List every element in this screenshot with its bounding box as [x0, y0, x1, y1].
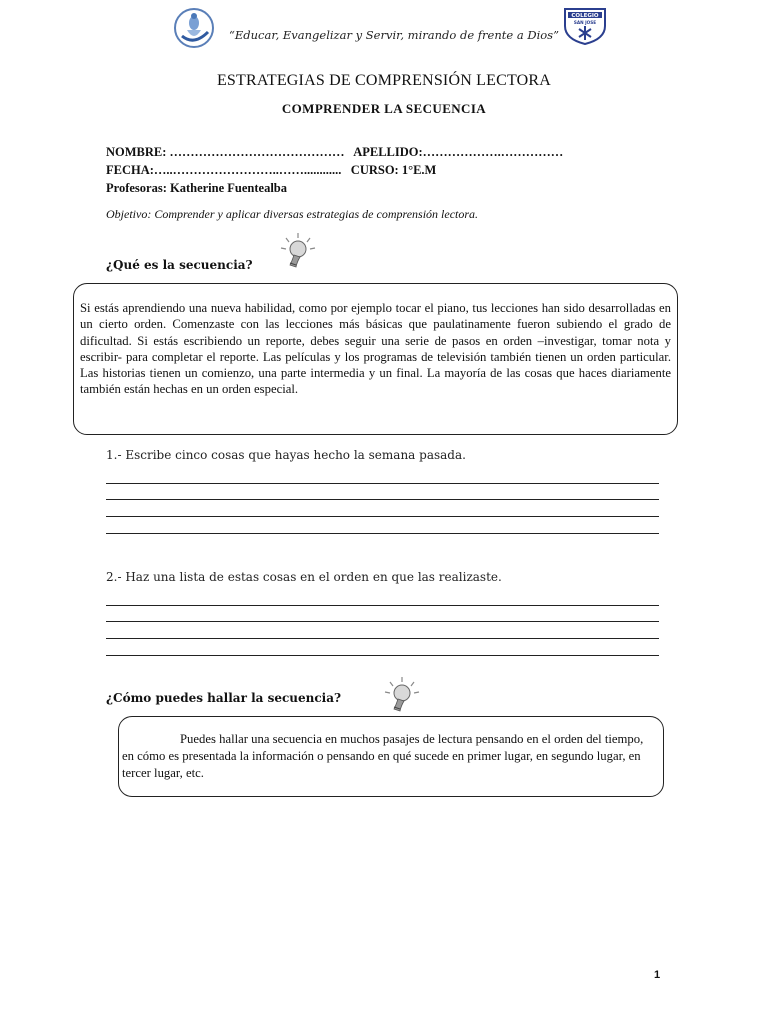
sequence-definition-text: Si estás aprendiendo una nueva habilidad, como por ejemplo tocar el piano, tus lecciones han sido desarrolladas en un cierto orden. Comenzaste con las lecciones más básicas que paulatinamente fueron subiendo el grado de dificultad. Si estás escribiendo un reporte, debes seguir una serie de pasos en orden –investigar, tomar nota y escribir- para completar el reporte. Las películas y los programas de televisión también tienen un orden particular. Las historias tienen un comienzo, una parte intermedia y un final. La mayoría de las cosas que haces diariamente también están hechas en un orden especial.	[80, 301, 671, 397]
find-sequence-text: Puedes hallar una secuencia en muchos pasajes de lectura pensando en el orden del tiempo, en cómo es presentada la información o pensando en qué sucede en primer lugar, en segundo lugar, en tercer lugar, etc.	[122, 732, 644, 780]
exercise-2-answer-line[interactable]	[106, 638, 659, 639]
find-sequence-box	[118, 716, 664, 797]
school-motto: “Educar, Evangelizar y Servir, mirando de frente a Dios”	[229, 28, 559, 42]
colegio-san-jose-shield-icon	[562, 6, 608, 46]
page-number: 1	[654, 969, 661, 981]
fecha-curso-field[interactable]: FECHA:…..……………………..……............ CURSO: 1°E.M	[106, 163, 437, 177]
lightbulb-icon	[278, 231, 318, 271]
exercise-2-answer-line[interactable]	[106, 621, 659, 622]
exercise-1-answer-line[interactable]	[106, 483, 659, 484]
document-title: ESTRATEGIAS DE COMPRENSIÓN LECTORA	[216, 72, 552, 89]
virgin-mary-emblem-icon	[172, 6, 216, 50]
exercise-1-answer-line[interactable]	[106, 533, 659, 534]
profesoras-line: Profesoras: Katherine Fuentealba	[106, 181, 287, 195]
sequence-definition-box	[73, 283, 678, 435]
exercise-1-answer-line[interactable]	[106, 499, 659, 500]
exercise-2-prompt: 2.- Haz una lista de estas cosas en el orden en que las realizaste.	[106, 570, 502, 584]
exercise-2-answer-line[interactable]	[106, 605, 659, 606]
svg-text:COLEGIO: COLEGIO	[571, 13, 599, 19]
nombre-apellido-field[interactable]: NOMBRE: …………………………………… APELLIDO:……………….……………	[106, 145, 564, 159]
objective-text: Objetivo: Comprender y aplicar diversas estrategias de comprensión lectora.	[106, 207, 479, 221]
exercise-2-answer-line[interactable]	[106, 655, 659, 656]
svg-text:SAN JOSE: SAN JOSE	[573, 20, 597, 25]
exercise-1-prompt: 1.- Escribe cinco cosas que hayas hecho la semana pasada.	[106, 448, 466, 462]
exercise-1-answer-line[interactable]	[106, 516, 659, 517]
document-subtitle: COMPRENDER LA SECUENCIA	[281, 101, 487, 116]
section-question-find-sequence: ¿Cómo puedes hallar la secuencia?	[106, 691, 342, 705]
lightbulb-icon	[382, 675, 422, 715]
section-question-sequence: ¿Qué es la secuencia?	[106, 258, 253, 272]
